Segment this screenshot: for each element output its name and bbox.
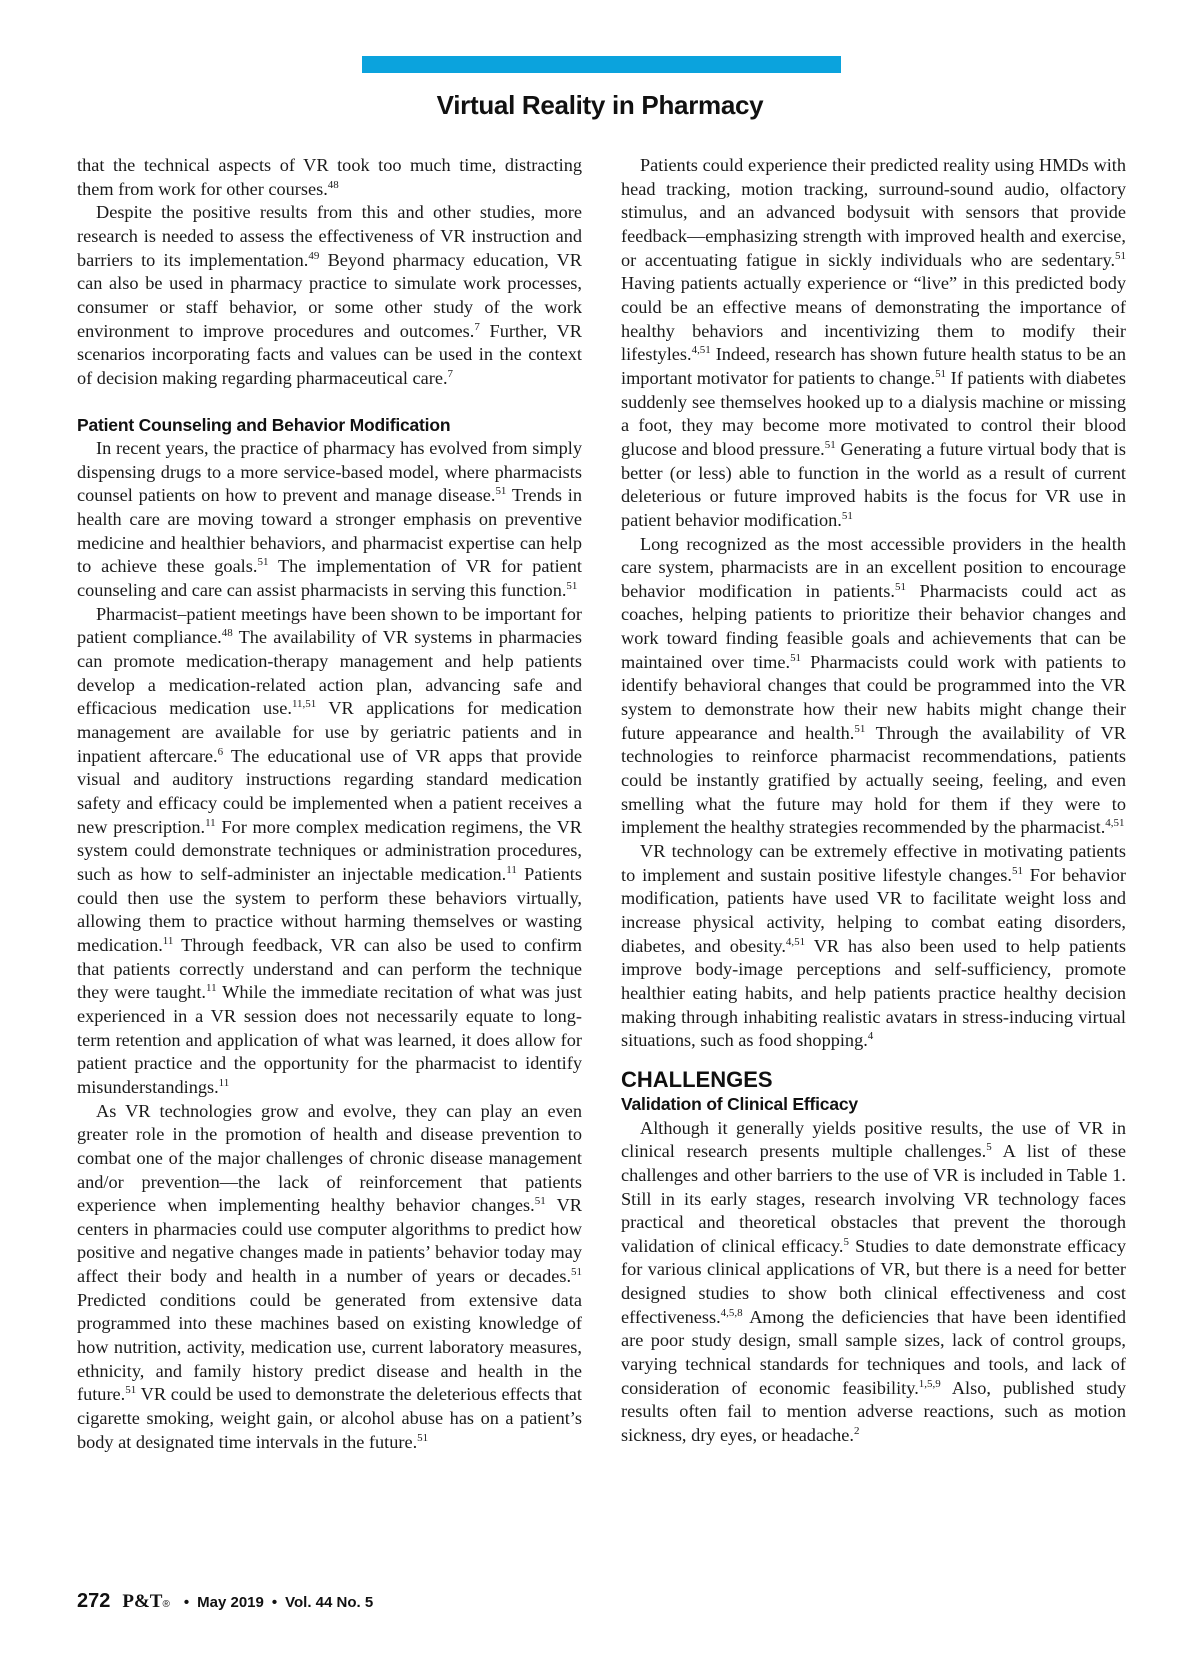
citation-superscript: 51 — [935, 367, 947, 380]
citation-superscript: 5 — [843, 1235, 849, 1248]
citation-superscript: 4,51 — [691, 344, 711, 357]
page-footer — [77, 1590, 373, 1613]
citation-superscript: 11,51 — [291, 698, 317, 711]
text-run: A list of these challenges and other barriers to the use of VR is included in Table 1. Still in its early stages, research involving VR technology faces practical and theoretical obstacles that prevent the thorough validation of clinical efficacy. — [621, 1141, 1126, 1256]
text-run: VR centers in pharmacies could use computer algorithms to predict how positive and negative changes made in patients’ behavior today may affect their body and health in a number of years or decades. — [77, 1195, 582, 1287]
text-run: Patients could then use the system to perform these behaviors virtually, allowing them to practice without harming themselves or wasting medication. — [77, 863, 582, 955]
text-run: In recent years, the practice of pharmacy has evolved from simply dispensing drugs to a more service-based model, where pharmacists counsel patients on how to prevent and manage disease. — [77, 438, 582, 506]
citation-superscript: 48 — [327, 178, 339, 191]
paragraph — [77, 603, 582, 1100]
text-run: Also, published study results often fail to mention adverse reactions, such as motion sickness, dry eyes, or headache. — [621, 1377, 1126, 1446]
text-run: Despite the positive results from this and other studies, more research is needed to assess the effectiveness of VR instruction and barriers to its implementation. — [77, 202, 582, 270]
volume-number: Vol. 44 No. 5 — [285, 1594, 374, 1611]
citation-superscript: 7 — [447, 367, 454, 380]
text-run: As VR technologies grow and evolve, they can play an even greater role in the promotion of health and disease prevention to combat one of the major challenges of chronic disease management and/or prevention—the lack of reinforcement that patients experience when implementing healthy behavior changes. — [77, 1100, 582, 1216]
separator: • — [271, 1594, 278, 1611]
citation-superscript: 48 — [221, 627, 233, 640]
citation-superscript: 1,5,9 — [918, 1377, 941, 1390]
text-run: Generating a future virtual body that is better (or less) able to function in the world as a result of current deleterious or future improved habits is the focus for VR use in patient behavior modification. — [621, 438, 1127, 530]
text-run: Through feedback, VR can also be used to confirm that patients correctly understand and can perform the technique they were taught. — [77, 934, 582, 1003]
paragraph — [77, 437, 582, 603]
text-run: Among the deficiencies that have been identified are poor study design, small sample sizes, lack of control groups, varying technical standards for techniques and tools, and lack of consideration of economic feasibility. — [621, 1306, 1126, 1398]
text-run: If patients with diabetes suddenly see themselves hooked up to a dialysis machine or missing a foot, they may become more motivated to control their blood glucose and blood pressure. — [621, 367, 1126, 459]
issue-date: May 2019 — [197, 1594, 264, 1611]
citation-superscript: 6 — [217, 745, 224, 758]
text-run: For behavior modification, patients have used VR to facilitate weight loss and increase physical activity, helping to combat eating disorders, diabetes, and obesity. — [621, 864, 1126, 956]
citation-superscript: 11 — [218, 1076, 230, 1089]
paragraph — [77, 154, 582, 201]
citation-superscript: 51 — [125, 1384, 137, 1397]
header-accent-bar — [362, 56, 841, 73]
citation-superscript: 51 — [495, 485, 507, 498]
text-run: Having patients actually experience or “live” in this predicted body could be an effective means of demonstrating the importance of healthy behaviors and incentivizing them to modify their lifestyles. — [621, 273, 1126, 365]
text-run: Patients could experience their predicted reality using HMDs with head tracking, motion tracking, surround-sound audio, olfactory stimulus, and an advanced bodysuit with sensors that provide feedback—emphasizing strength with improved health and exercise, or accentuating fatigue in sickly individuals who are sedentary. — [621, 155, 1126, 270]
paragraph — [77, 1100, 582, 1455]
paragraph — [621, 533, 1126, 841]
journal-name: P&T — [122, 1591, 163, 1612]
text-run: Through the availability of VR technologies to reinforce pharmacist recommendations, patients could be instantly gratified by actually seeing, feeling, and even smelling what the future may hold for them if they were to implement the healthy strategies recommended by the pharmacist. — [621, 722, 1126, 838]
text-run: Pharmacist–patient meetings have been shown to be important for patient compliance. — [77, 603, 582, 648]
citation-superscript: 11 — [506, 863, 517, 876]
citation-superscript: 51 — [1115, 249, 1126, 262]
text-run: The availability of VR systems in pharmacies can promote medication-therapy management and help patients develop a medication-related action plan, advancing safe and efficacious medication use. — [77, 627, 582, 719]
citation-superscript: 51 — [534, 1195, 546, 1208]
running-title: Virtual Reality in Pharmacy — [436, 90, 764, 120]
text-run: Pharmacists could act as coaches, helping patients to prioritize their behavior changes and work toward finding feasible goals and achievements that can be maintained over time. — [621, 580, 1126, 672]
citation-superscript: 2 — [854, 1424, 860, 1437]
citation-superscript: 51 — [790, 651, 802, 664]
text-run: For more complex medication regimens, the VR system could demonstrate techniques or administration procedures, such as how to self-administer an injectable medication. — [77, 816, 582, 884]
paragraph — [621, 154, 1126, 533]
citation-superscript: 51 — [417, 1431, 429, 1444]
citation-superscript: 4,51 — [1105, 817, 1125, 830]
paragraph — [621, 1117, 1126, 1448]
text-run: Beyond pharmacy education, VR can also be used in pharmacy practice to simulate work processes, consumer or staff behavior, or some other study of the work environment to improve procedures and outcomes. — [77, 249, 583, 341]
citation-superscript: 11 — [205, 816, 216, 829]
paragraph — [77, 201, 582, 390]
left-column — [77, 154, 582, 1454]
citation-superscript: 51 — [841, 509, 853, 522]
citation-superscript: 4,51 — [785, 935, 806, 948]
text-run: The educational use of VR apps that provide visual and auditory instructions regarding standard medication safety and efficacy could be implemented when a patient receives a new prescription. — [77, 745, 582, 837]
text-run: Pharmacists could work with patients to identify behavioral changes that could be programmed into the VR system to demonstrate how their new habits might change their future appearance and health. — [621, 651, 1126, 743]
citation-superscript: 51 — [1011, 864, 1023, 877]
section-heading: CHALLENGES — [621, 1066, 773, 1092]
page-number: 272 — [77, 1590, 111, 1612]
text-run: VR could be used to demonstrate the deleterious effects that cigarette smoking, weight gain, or alcohol abuse has on a patient’s body at designated time intervals in the future. — [77, 1384, 582, 1452]
citation-superscript: 51 — [257, 556, 269, 569]
subheading: Patient Counseling and Behavior Modification — [77, 414, 451, 435]
registered-mark: ® — [162, 1599, 170, 1610]
text-run: Long recognized as the most accessible providers in the health care system, pharmacists are in an excellent position to encourage behavior modification in patients. — [621, 533, 1126, 601]
text-run: VR applications for medication management are available for use by geriatric patients and in inpatient aftercare. — [77, 698, 582, 766]
subheading: Validation of Clinical Efficacy — [621, 1093, 858, 1114]
text-run: Predicted conditions could be generated from extensive data programmed into these machines based on existing knowledge of how nutrition, activity, medication use, current laboratory measures, ethnicity, and family history predict disease and health in the future. — [77, 1289, 582, 1405]
right-column — [621, 154, 1126, 1448]
citation-superscript: 51 — [571, 1266, 582, 1279]
citation-superscript: 51 — [824, 438, 836, 451]
citation-superscript: 51 — [566, 580, 578, 592]
text-run: VR has also been used to help patients improve body-image perceptions and self-sufficiency, promote healthier eating habits, and help patients practice healthy decision making through inhabiting realistic avatars in stress-inducing virtual situations, such as food shopping. — [621, 935, 1126, 1051]
citation-superscript: 4,5,8 — [720, 1306, 743, 1319]
citation-superscript: 51 — [854, 722, 866, 735]
text-run: Studies to date demonstrate efficacy for various clinical applications of VR, but there is a need for better designed studies to show both clinical effectiveness and cost effectiveness. — [621, 1235, 1126, 1327]
text-run: Indeed, research has shown future health status to be an important motivator for patients to change. — [621, 344, 1126, 388]
text-run: that the technical aspects of VR took too much time, distracting them from work for other courses. — [77, 155, 582, 199]
text-run: Trends in health care are moving toward a stronger emphasis on preventive medicine and healthier behaviors, and pharmacist expertise can help to achieve these goals. — [77, 485, 582, 577]
text-run: Although it generally yields positive results, the use of VR in clinical research presents multiple challenges. — [621, 1117, 1126, 1162]
text-run: The implementation of VR for patient counseling and care can assist pharmacists in serving this function. — [77, 556, 582, 601]
citation-superscript: 51 — [894, 580, 906, 593]
citation-superscript: 11 — [206, 982, 217, 995]
citation-superscript: 4 — [867, 1030, 874, 1043]
paragraph — [621, 840, 1126, 1053]
citation-superscript: 11 — [162, 934, 174, 947]
citation-superscript: 49 — [308, 249, 320, 262]
separator: • — [183, 1594, 190, 1611]
text-run: Further, VR scenarios incorporating facts and values can be used in the context of decision making regarding pharmaceutical care. — [77, 320, 582, 388]
citation-superscript: 5 — [986, 1141, 992, 1154]
text-run: While the immediate recitation of what was just experienced in a VR session does not necessarily equate to long-term retention and application of what was learned, it does allow for patient practice and the opportunity for the pharmacist to identify misunderstandings. — [77, 982, 582, 1097]
text-run: VR technology can be extremely effective in motivating patients to implement and sustain positive lifestyle changes. — [621, 841, 1126, 885]
citation-superscript: 7 — [474, 320, 480, 333]
